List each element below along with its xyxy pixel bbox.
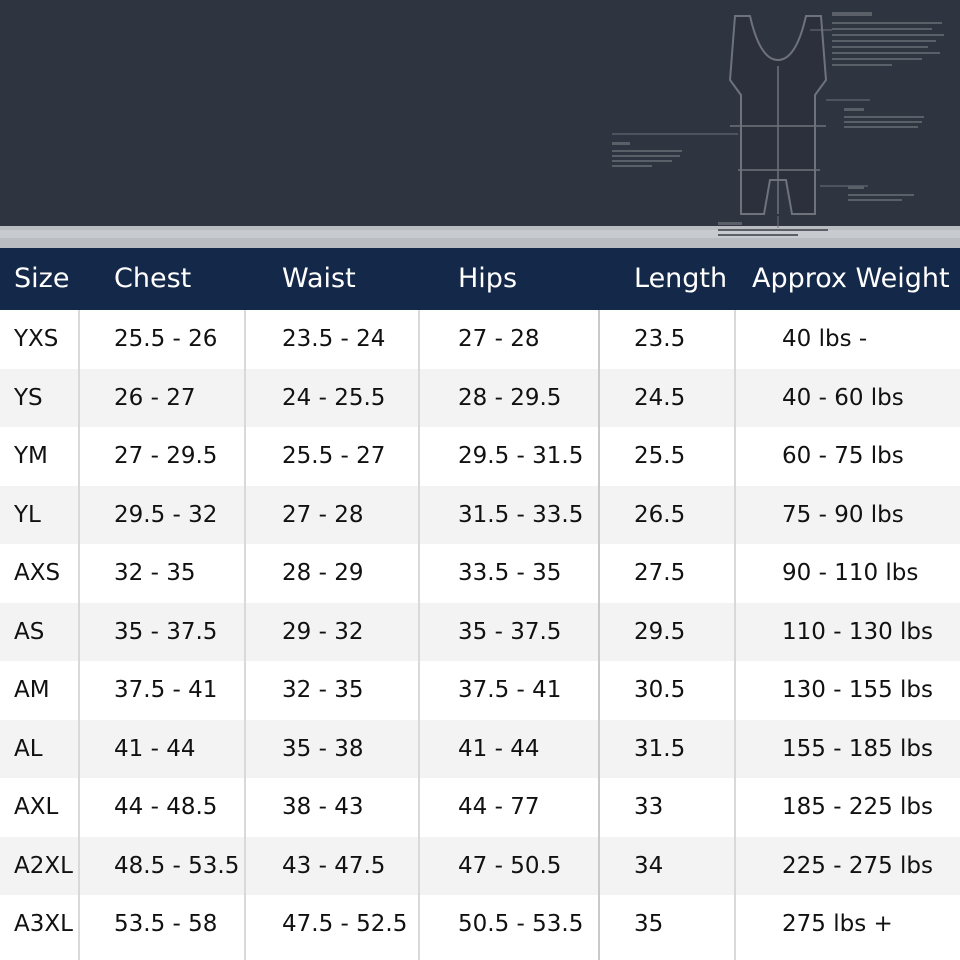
size-cell: A3XL [14, 911, 73, 937]
hips-cell: 50.5 - 53.5 [458, 911, 584, 937]
table-row [0, 837, 960, 895]
waist-cell: 47.5 - 52.5 [282, 911, 408, 937]
column-divider [244, 310, 246, 960]
size-cell: AXS [14, 560, 61, 586]
length-cell: 31.5 [634, 735, 686, 762]
column-header-length: Length [634, 263, 728, 294]
waist-cell: 35 - 38 [282, 735, 364, 762]
hips-cell: 28 - 29.5 [458, 384, 562, 411]
size-cell: YXS [14, 326, 59, 352]
weight-cell: 40 - 60 lbs [782, 384, 904, 411]
waist-cell: 29 - 32 [282, 618, 364, 645]
column-header-hips: Hips [458, 263, 518, 294]
column-divider [418, 310, 420, 960]
chest-cell: 32 - 35 [114, 560, 196, 586]
table-row [0, 310, 960, 368]
hips-cell: 33.5 - 35 [458, 560, 562, 586]
length-cell: 26.5 [634, 501, 686, 528]
length-cell: 24.5 [634, 384, 686, 411]
size-cell: AXL [14, 794, 59, 820]
table-row [0, 661, 960, 719]
hips-cell: 41 - 44 [458, 735, 540, 762]
weight-cell: 90 - 110 lbs [782, 560, 919, 586]
column-divider [734, 310, 736, 960]
table-row [0, 369, 960, 427]
waist-cell: 24 - 25.5 [282, 384, 386, 411]
weight-cell: 155 - 185 lbs [782, 735, 934, 762]
chest-cell: 29.5 - 32 [114, 501, 218, 528]
size-cell: AL [14, 735, 43, 762]
table-row [0, 895, 960, 953]
singlet-measurement-diagram [600, 0, 960, 248]
hips-cell: 44 - 77 [458, 794, 540, 820]
chest-cell: 44 - 48.5 [114, 794, 218, 820]
column-header-waist: Waist [282, 263, 356, 294]
hips-cell: 29.5 - 31.5 [458, 443, 584, 469]
size-cell: AS [14, 618, 45, 645]
hips-cell: 47 - 50.5 [458, 852, 562, 879]
chest-cell: 27 - 29.5 [114, 443, 218, 469]
length-cell: 33 [634, 794, 664, 820]
weight-cell: 110 - 130 lbs [782, 618, 934, 645]
size-cell: A2XL [14, 852, 73, 879]
waist-cell: 25.5 - 27 [282, 443, 386, 469]
table-row [0, 486, 960, 544]
length-cell: 34 [634, 852, 664, 879]
size-cell: YS [14, 384, 43, 411]
column-header-approx-weight: Approx Weight [752, 263, 950, 294]
weight-cell: 275 lbs + [782, 911, 893, 937]
weight-cell: 130 - 155 lbs [782, 677, 934, 703]
size-cell: YM [14, 443, 48, 469]
weight-cell: 225 - 275 lbs [782, 852, 934, 879]
chest-cell: 53.5 - 58 [114, 911, 218, 937]
column-divider [598, 310, 600, 960]
waist-cell: 32 - 35 [282, 677, 364, 703]
column-header-chest: Chest [114, 263, 192, 294]
size-cell: AM [14, 677, 50, 703]
weight-cell: 185 - 225 lbs [782, 794, 934, 820]
length-cell: 30.5 [634, 677, 686, 703]
weight-cell: 60 - 75 lbs [782, 443, 904, 469]
table-row [0, 544, 960, 602]
chest-cell: 37.5 - 41 [114, 677, 218, 703]
singlet-outline-icon [600, 0, 960, 248]
table-row [0, 778, 960, 836]
chest-cell: 25.5 - 26 [114, 326, 218, 352]
weight-cell: 75 - 90 lbs [782, 501, 904, 528]
column-divider [78, 310, 80, 960]
size-cell: YL [14, 501, 41, 528]
length-cell: 27.5 [634, 560, 686, 586]
hips-cell: 27 - 28 [458, 326, 540, 352]
chest-cell: 41 - 44 [114, 735, 196, 762]
hips-cell: 37.5 - 41 [458, 677, 562, 703]
waist-cell: 43 - 47.5 [282, 852, 386, 879]
table-row [0, 720, 960, 778]
column-header-size: Size [14, 263, 70, 294]
table-row [0, 427, 960, 485]
table-header [0, 248, 960, 310]
waist-cell: 23.5 - 24 [282, 326, 386, 352]
waist-cell: 28 - 29 [282, 560, 364, 586]
table-row [0, 603, 960, 661]
length-cell: 23.5 [634, 326, 686, 352]
length-cell: 25.5 [634, 443, 686, 469]
weight-cell: 40 lbs - [782, 326, 868, 352]
waist-cell: 38 - 43 [282, 794, 364, 820]
chest-cell: 48.5 - 53.5 [114, 852, 240, 879]
length-cell: 29.5 [634, 618, 686, 645]
waist-cell: 27 - 28 [282, 501, 364, 528]
chest-cell: 26 - 27 [114, 384, 196, 411]
chest-cell: 35 - 37.5 [114, 618, 218, 645]
length-cell: 35 [634, 911, 664, 937]
hips-cell: 31.5 - 33.5 [458, 501, 584, 528]
hips-cell: 35 - 37.5 [458, 618, 562, 645]
